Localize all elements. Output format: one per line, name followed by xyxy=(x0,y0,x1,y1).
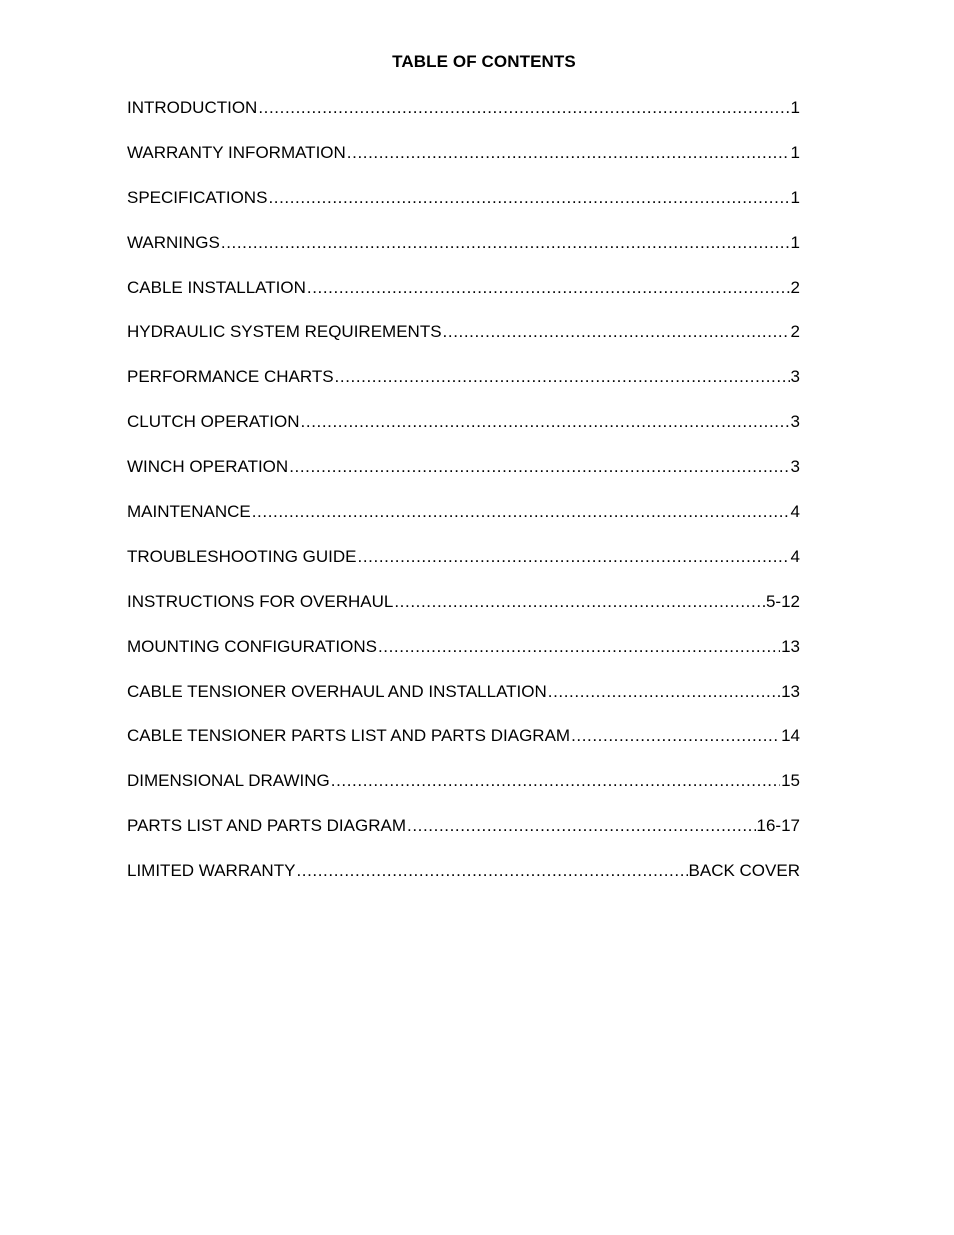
toc-entry xyxy=(127,858,800,903)
toc-entry-title: WARRANTY INFORMATION xyxy=(127,142,346,162)
toc-entry xyxy=(127,723,800,768)
toc-entry xyxy=(127,768,800,813)
dot-leader xyxy=(307,275,790,301)
toc-entry-page: 1 xyxy=(790,187,800,207)
toc-entry-page: 3 xyxy=(790,412,800,432)
toc-entry xyxy=(127,634,800,679)
toc-entry-title: SPECIFICATIONS xyxy=(127,187,268,207)
toc-entry-title: DIMENSIONAL DRAWING xyxy=(127,771,330,791)
toc-entry xyxy=(127,499,800,544)
toc-entry xyxy=(127,679,800,724)
toc-entry-page: 2 xyxy=(790,322,800,342)
toc-entry-page: 1 xyxy=(790,232,800,252)
table-of-contents xyxy=(127,95,800,903)
toc-entry xyxy=(127,409,800,454)
dot-leader xyxy=(301,409,790,435)
toc-entry-title: TROUBLESHOOTING GUIDE xyxy=(127,546,357,566)
toc-entry-title: CABLE TENSIONER PARTS LIST AND PARTS DIAGRAM xyxy=(127,726,571,746)
toc-entry-title: CABLE TENSIONER OVERHAUL AND INSTALLATION xyxy=(127,681,547,701)
toc-entry xyxy=(127,454,800,499)
toc-entry xyxy=(127,589,800,634)
toc-entry-title: CLUTCH OPERATION xyxy=(127,412,300,432)
dot-leader xyxy=(394,589,765,615)
dot-leader xyxy=(258,95,789,121)
dot-leader xyxy=(289,454,789,480)
toc-entry-page: 13 xyxy=(781,681,800,701)
dot-leader xyxy=(335,364,790,390)
toc-entry-page: 5-12 xyxy=(765,591,800,611)
toc-entry xyxy=(127,319,800,364)
toc-entry-page: 15 xyxy=(781,771,800,791)
toc-entry xyxy=(127,140,800,185)
toc-entry-page: BACK COVER xyxy=(688,861,800,881)
toc-entry-title: WINCH OPERATION xyxy=(127,457,289,477)
toc-entry-title: PARTS LIST AND PARTS DIAGRAM xyxy=(127,816,406,836)
toc-entry xyxy=(127,275,800,320)
toc-entry-page: 13 xyxy=(781,636,800,656)
toc-entry-title: LIMITED WARRANTY xyxy=(127,861,296,881)
dot-leader xyxy=(347,140,790,166)
toc-entry-page: 4 xyxy=(790,502,800,522)
dot-leader xyxy=(296,858,687,884)
toc-entry xyxy=(127,364,800,409)
toc-entry-title: PERFORMANCE CHARTS xyxy=(127,367,334,387)
toc-entry-title: HYDRAULIC SYSTEM REQUIREMENTS xyxy=(127,322,442,342)
dot-leader xyxy=(407,813,756,839)
toc-entry-title: WARNINGS xyxy=(127,232,220,252)
toc-entry-title: CABLE INSTALLATION xyxy=(127,277,306,297)
toc-entry-title: INTRODUCTION xyxy=(127,98,258,117)
toc-entry-title: MAINTENANCE xyxy=(127,502,251,522)
dot-leader xyxy=(443,319,790,345)
dot-leader xyxy=(252,499,790,525)
toc-entry-title: INSTRUCTIONS FOR OVERHAUL xyxy=(127,591,394,611)
toc-entry-page: 3 xyxy=(790,367,800,387)
toc-entry xyxy=(127,813,800,858)
toc-entry-page: 2 xyxy=(790,277,800,297)
toc-entry xyxy=(127,230,800,275)
dot-leader xyxy=(331,768,780,794)
page-title: TABLE OF CONTENTS xyxy=(392,52,576,71)
dot-leader xyxy=(378,634,780,660)
toc-entry xyxy=(127,185,800,230)
toc-entry-page: 16-17 xyxy=(756,816,800,836)
toc-entry-page: 14 xyxy=(781,726,800,746)
dot-leader xyxy=(571,723,780,749)
toc-entry-title: MOUNTING CONFIGURATIONS xyxy=(127,636,377,656)
toc-entry-page: 3 xyxy=(790,457,800,477)
dot-leader xyxy=(268,185,789,211)
dot-leader xyxy=(358,544,790,570)
dot-leader xyxy=(548,679,780,705)
toc-entry-page: 1 xyxy=(790,98,800,117)
toc-entry xyxy=(127,95,800,140)
toc-entry-page: 4 xyxy=(790,546,800,566)
dot-leader xyxy=(221,230,790,256)
toc-entry xyxy=(127,544,800,589)
toc-entry-page: 1 xyxy=(790,142,800,162)
